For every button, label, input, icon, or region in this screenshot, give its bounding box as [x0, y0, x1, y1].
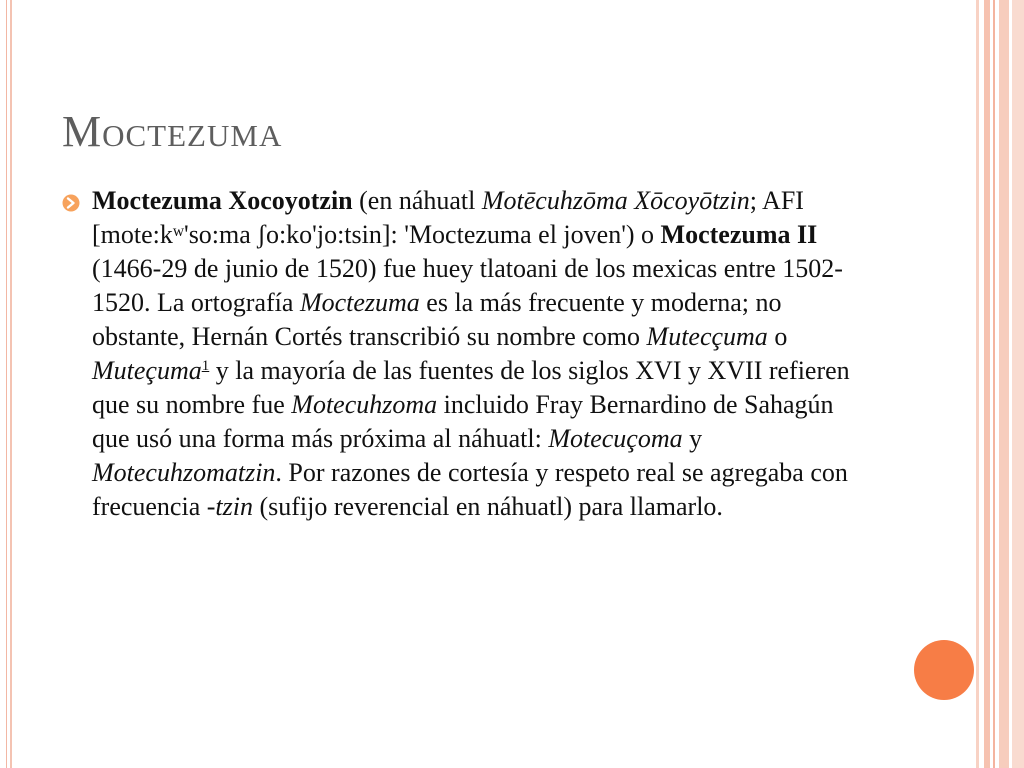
- text-segment: y la mayoría de las fuentes de los siglos XVI y XVII refieren que su nombre fue: [92, 356, 850, 419]
- right-decor-stripe: [1012, 0, 1024, 768]
- circled-arrow-icon: [62, 194, 80, 212]
- spelling-italic: Motecuhzoma: [291, 390, 438, 419]
- bullet-item: [62, 184, 862, 524]
- name-bold: Moctezuma II: [660, 220, 818, 249]
- text-segment: (1466-29 de junio de 1520) fue huey tlatoani de los mexicas entre 1502-1520. La ortografía: [92, 254, 843, 317]
- orange-circle-decoration: [914, 640, 974, 700]
- left-frame-line: [10, 0, 12, 768]
- name-bold: Moctezuma Xocoyotzin: [92, 186, 353, 215]
- slide-title: Moctezuma: [62, 107, 283, 156]
- text-segment: incluido Fray Bernardino de Sahagún que usó una forma más próxima al náhuatl:: [92, 390, 834, 453]
- right-decor-stripe: [993, 0, 995, 768]
- spelling-italic: Motecuçoma: [548, 424, 683, 453]
- bullet-paragraph: [92, 184, 862, 524]
- nahuatl-name: Motēcuhzōma Xōcoyōtzin: [481, 186, 750, 215]
- text-segment: (en náhuatl: [352, 186, 482, 215]
- spelling-italic: Muteçuma: [92, 356, 202, 385]
- text-segment: o: [767, 322, 788, 351]
- suffix-italic: -tzin: [206, 492, 253, 521]
- right-decor-stripe: [999, 0, 1009, 768]
- right-decor-stripe: [976, 0, 979, 768]
- text-segment: ; AFI [mote:kʷ'so:ma ʃo:ko'jo:tsin]: 'Moctezuma el joven') o: [92, 186, 804, 249]
- text-segment: y: [682, 424, 703, 453]
- text-segment: es la más frecuente y moderna; no obstante, Hernán Cortés transcribió su nombre como: [92, 288, 782, 351]
- spelling-italic: Mutecçuma: [646, 322, 768, 351]
- text-segment: . Por razones de cortesía y respeto real se agregaba con frecuencia: [92, 458, 848, 521]
- spelling-italic: Moctezuma: [299, 288, 420, 317]
- spelling-italic: Motecuhzomatzin: [92, 458, 276, 487]
- text-segment: (sufijo reverencial en náhuatl) para llamarlo.: [252, 492, 723, 521]
- footnote-link[interactable]: 1: [201, 358, 210, 374]
- left-frame-line: [6, 0, 7, 768]
- right-decor-stripe: [984, 0, 990, 768]
